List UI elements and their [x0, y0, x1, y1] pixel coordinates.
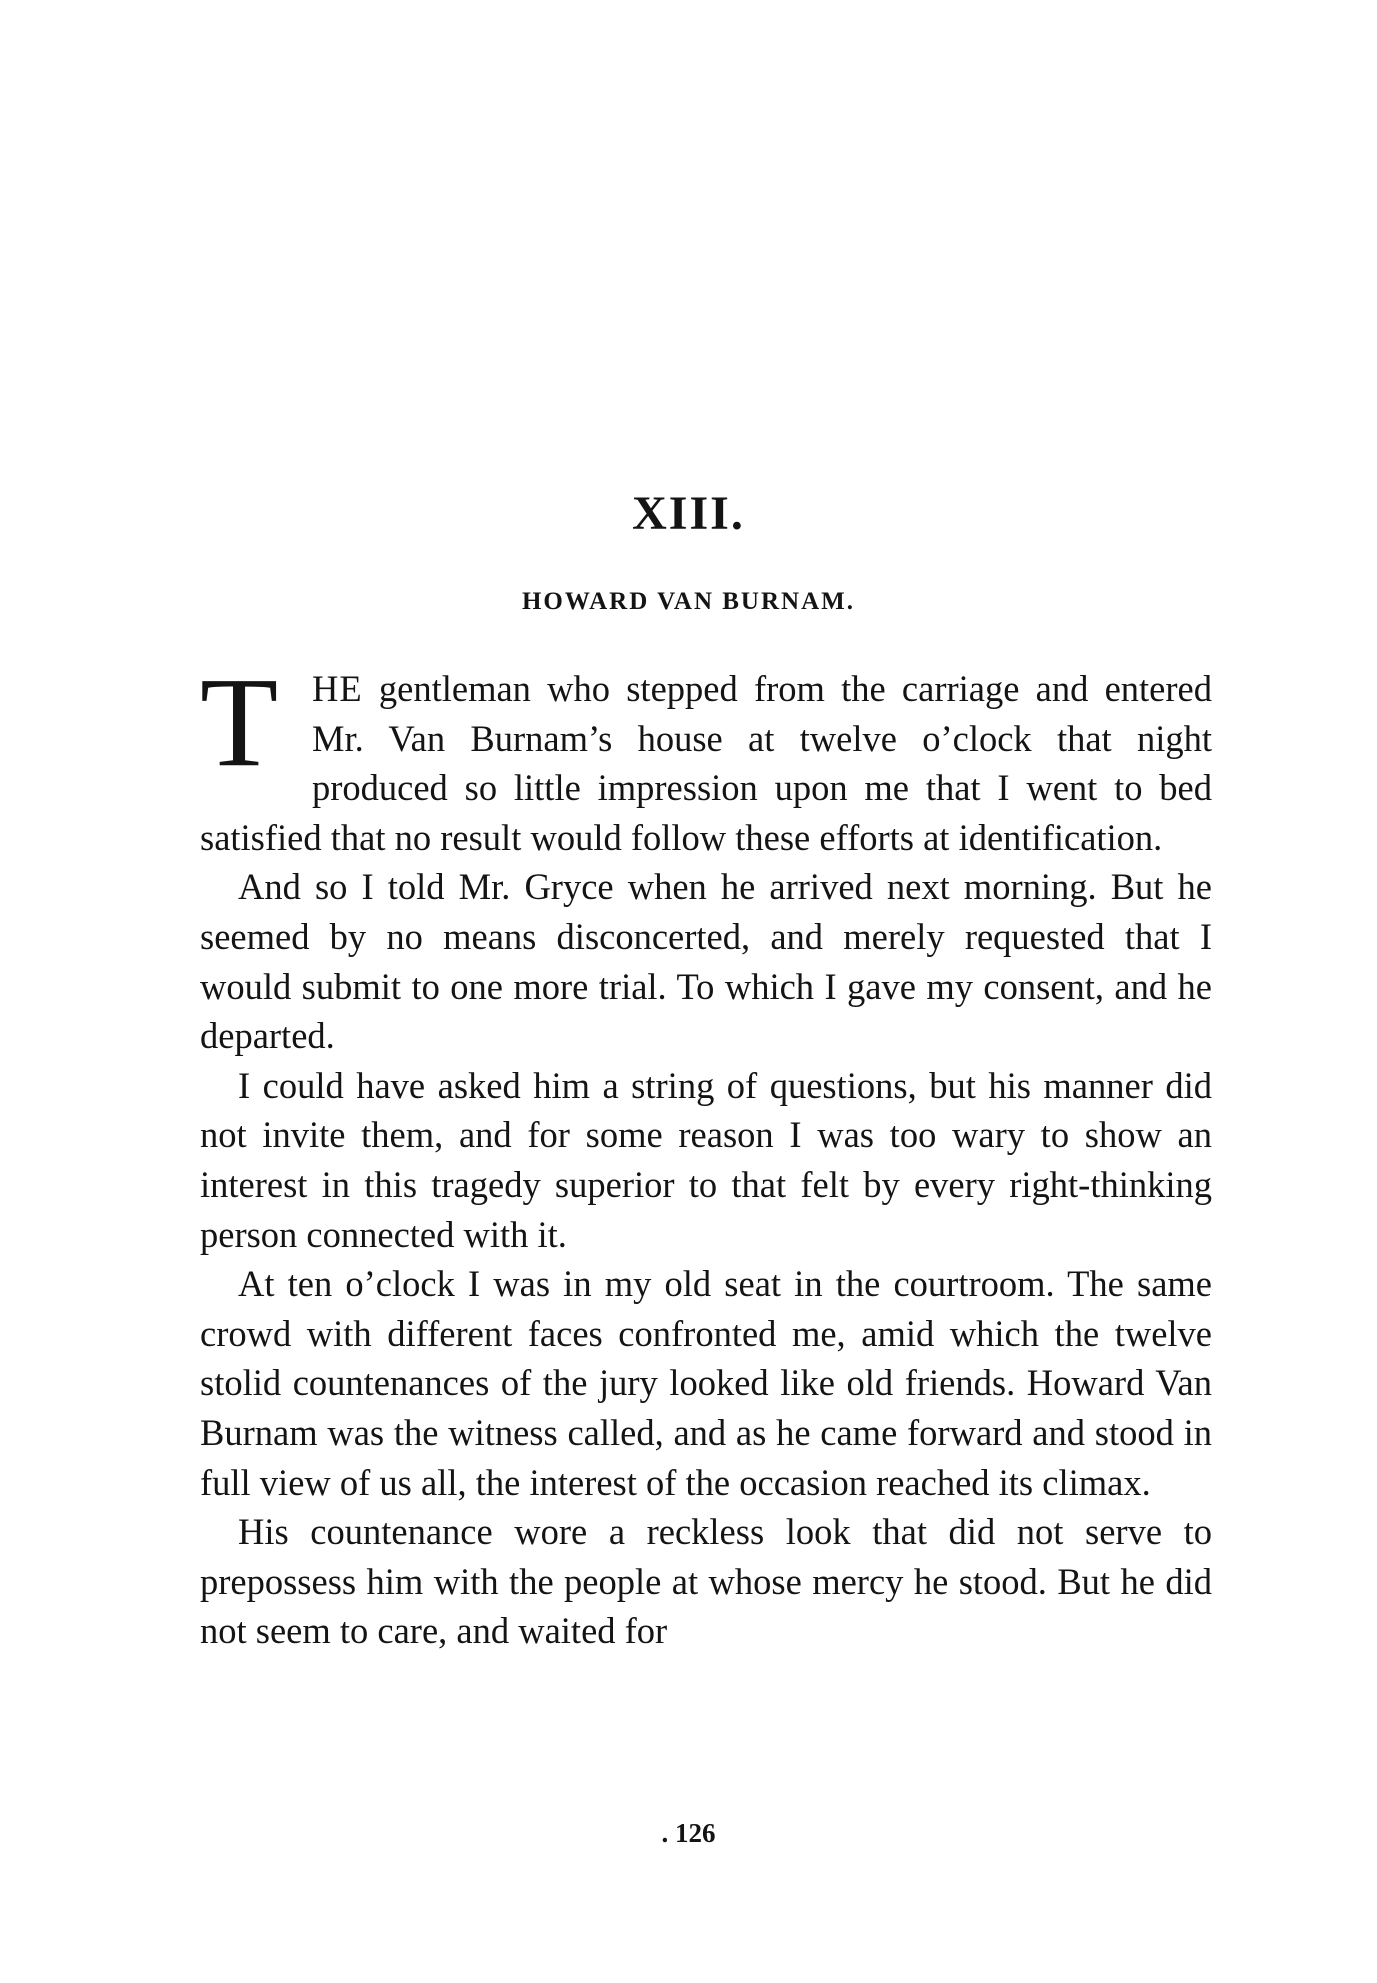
paragraph-2: And so I told Mr. Gryce when he arrived next morning. But he seemed by no means disconcerted, and merely requested that I would submit to one more trial. To which I gave my consent, and he departed.	[200, 866, 1212, 1057]
paragraph-3: I could have asked him a string of questions, but his manner did not invite them, and for some reason I was too wary to show an interest in this tragedy superior to that felt by every right-thinking person connected with it.	[200, 1064, 1212, 1255]
page-number: . 126	[661, 1818, 716, 1848]
paragraph-5: His countenance wore a reckless look that did not serve to prepossess him with the people at whose mercy he stood. But he did not seem to care, and waited for	[200, 1511, 1212, 1652]
paragraph-4: At ten o’clock I was in my old seat in the courtroom. The same crowd with different faces confronted me, amid which the twelve stolid countenances of the jury looked like old friends. Howard Van Burnam was the witness called, and as he came forward and stood in full view of us all, the interest of the occasion reached its climax.	[200, 1263, 1212, 1503]
lead-caps: HE	[312, 668, 363, 709]
chapter-title: HOWARD VAN BURNAM.	[521, 588, 855, 615]
body-text	[200, 651, 1212, 1656]
chapter-number: XIII.	[632, 487, 745, 540]
drop-cap: T	[200, 651, 279, 793]
paragraph-1	[200, 651, 1212, 862]
paragraph-1-text: gentleman who stepped from the carriage and entered Mr. Van Burnam’s house at twelve o’clock that night produced so little impression upon me that I went to bed satisfied that no result would follow these efforts at identification.	[200, 668, 1212, 858]
